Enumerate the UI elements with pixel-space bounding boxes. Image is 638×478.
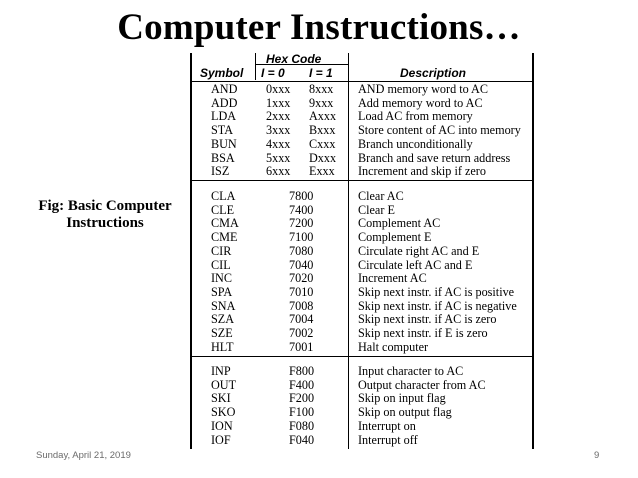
figure-caption-line-2: Instructions xyxy=(66,215,144,231)
description-cell: Interrupt off xyxy=(358,432,418,447)
header-divider-left xyxy=(255,53,256,80)
figure-caption xyxy=(22,198,188,232)
instruction-table xyxy=(190,53,534,449)
table-row xyxy=(192,406,532,419)
symbol-cell: CLA xyxy=(211,189,236,203)
hex-code-cell: 7100 xyxy=(289,230,314,245)
description-cell: Complement E xyxy=(358,230,432,245)
symbol-cell: ISZ xyxy=(211,164,230,179)
description-cell: Store content of AC into memory xyxy=(358,123,521,138)
description-cell: Load AC from memory xyxy=(358,109,473,124)
description-cell: Input character to AC xyxy=(358,364,464,378)
symbol-cell: BSA xyxy=(211,150,235,165)
hex-code-cell: 7008 xyxy=(289,298,314,313)
figure-caption-line-1: Fig: Basic Computer xyxy=(38,198,172,214)
table-row xyxy=(192,434,532,447)
symbol-cell: SZE xyxy=(211,326,233,340)
description-cell: Skip next instr. if E is zero xyxy=(358,326,488,340)
hex-code-cell: 7400 xyxy=(289,202,314,217)
hex-code-cell: 7001 xyxy=(289,339,314,354)
symbol-cell: ION xyxy=(211,418,233,433)
hex-direct-cell: 1xxx xyxy=(266,95,291,110)
hex-code-cell: F200 xyxy=(289,391,315,406)
description-cell: Circulate left AC and E xyxy=(358,257,473,272)
table-row xyxy=(192,217,532,230)
table-row xyxy=(192,152,532,165)
hex-code-cell: 7004 xyxy=(289,312,314,327)
description-cell: Interrupt on xyxy=(358,418,416,433)
symbol-cell: LDA xyxy=(211,109,237,124)
description-cell: Skip next instr. if AC is negative xyxy=(358,298,517,313)
table-row xyxy=(192,365,532,378)
header-description: Description xyxy=(400,66,467,80)
description-cell: Increment and skip if zero xyxy=(358,164,486,179)
hex-code-cell: 7002 xyxy=(289,326,314,340)
hex-code-cell: 7080 xyxy=(289,243,314,258)
symbol-cell: INP xyxy=(211,364,231,378)
table-row xyxy=(192,259,532,272)
description-cell: Complement AC xyxy=(358,216,441,231)
table-row xyxy=(192,231,532,244)
description-cell: Halt computer xyxy=(358,339,429,354)
hex-indirect-cell: Bxxx xyxy=(309,123,336,138)
table-row xyxy=(192,313,532,326)
header-hex-code: Hex Code xyxy=(266,52,322,66)
header-hex-underline xyxy=(256,64,348,65)
hex-indirect-cell: Exxx xyxy=(309,164,335,179)
description-cell: Circulate right AC and E xyxy=(358,243,480,258)
description-cell: AND memory word to AC xyxy=(358,82,488,96)
description-cell: Add memory word to AC xyxy=(358,95,483,110)
hex-indirect-cell: 9xxx xyxy=(309,95,334,110)
table-row xyxy=(192,204,532,217)
table-row xyxy=(192,97,532,110)
table-row xyxy=(192,341,532,354)
description-cell: Skip on output flag xyxy=(358,405,452,420)
hex-direct-cell: 3xxx xyxy=(266,123,291,138)
symbol-cell: SKI xyxy=(211,391,231,406)
symbol-cell: IOF xyxy=(211,432,231,447)
hex-direct-cell: 4xxx xyxy=(266,136,291,151)
footer-date: Sunday, April 21, 2019 xyxy=(36,450,131,461)
hex-code-cell: 7800 xyxy=(289,189,314,203)
table-row xyxy=(192,245,532,258)
hex-code-cell: F040 xyxy=(289,432,315,447)
table-row xyxy=(192,190,532,203)
table-row xyxy=(192,379,532,392)
symbol-cell: ADD xyxy=(211,95,238,110)
hex-indirect-cell: Axxx xyxy=(309,109,337,124)
header-i1: I = 1 xyxy=(309,66,333,80)
table-row xyxy=(192,83,532,96)
symbol-cell: HLT xyxy=(211,339,234,354)
symbol-cell: CLE xyxy=(211,202,235,217)
slide-title: Computer Instructions… xyxy=(117,7,521,48)
description-cell: Output character from AC xyxy=(358,377,486,392)
hex-direct-cell: 5xxx xyxy=(266,150,291,165)
hex-code-cell: 7200 xyxy=(289,216,314,231)
hex-direct-cell: 0xxx xyxy=(266,82,291,96)
hex-indirect-cell: Dxxx xyxy=(309,150,337,165)
table-row xyxy=(192,286,532,299)
symbol-cell: AND xyxy=(211,82,238,96)
hex-code-cell: F400 xyxy=(289,377,315,392)
symbol-cell: SKO xyxy=(211,405,236,420)
header-i0: I = 0 xyxy=(261,66,285,80)
section-rule-register xyxy=(192,180,532,181)
hex-code-cell: 7020 xyxy=(289,271,314,286)
description-cell: Clear AC xyxy=(358,189,404,203)
description-cell: Skip next instr. if AC is positive xyxy=(358,284,515,299)
symbol-cell: SZA xyxy=(211,312,235,327)
symbol-cell: CIR xyxy=(211,243,232,258)
table-row xyxy=(192,110,532,123)
description-cell: Skip on input flag xyxy=(358,391,446,406)
table-row xyxy=(192,138,532,151)
description-cell: Branch unconditionally xyxy=(358,136,473,151)
symbol-cell: OUT xyxy=(211,377,237,392)
hex-indirect-cell: 8xxx xyxy=(309,82,334,96)
section-rule-io xyxy=(192,356,532,357)
table-row xyxy=(192,327,532,340)
table-row xyxy=(192,124,532,137)
description-cell: Increment AC xyxy=(358,271,427,286)
hex-indirect-cell: Cxxx xyxy=(309,136,336,151)
symbol-cell: STA xyxy=(211,123,234,138)
hex-direct-cell: 2xxx xyxy=(266,109,291,124)
description-cell: Clear E xyxy=(358,202,395,217)
symbol-cell: SNA xyxy=(211,298,236,313)
symbol-cell: CIL xyxy=(211,257,231,272)
description-cell: Skip next instr. if AC is zero xyxy=(358,312,497,327)
hex-code-cell: F800 xyxy=(289,364,315,378)
table-row xyxy=(192,272,532,285)
symbol-cell: SPA xyxy=(211,284,233,299)
symbol-cell: CME xyxy=(211,230,238,245)
description-cell: Branch and save return address xyxy=(358,150,511,165)
symbol-cell: INC xyxy=(211,271,232,286)
symbol-cell: CMA xyxy=(211,216,239,231)
hex-code-cell: 7040 xyxy=(289,257,314,272)
header-symbol: Symbol xyxy=(200,66,244,80)
hex-code-cell: F100 xyxy=(289,405,315,420)
table-row xyxy=(192,392,532,405)
hex-code-cell: 7010 xyxy=(289,284,314,299)
table-row xyxy=(192,420,532,433)
page-number: 9 xyxy=(594,450,600,461)
hex-code-cell: F080 xyxy=(289,418,315,433)
symbol-cell: BUN xyxy=(211,136,237,151)
hex-direct-cell: 6xxx xyxy=(266,164,291,179)
table-row xyxy=(192,300,532,313)
table-row xyxy=(192,165,532,178)
